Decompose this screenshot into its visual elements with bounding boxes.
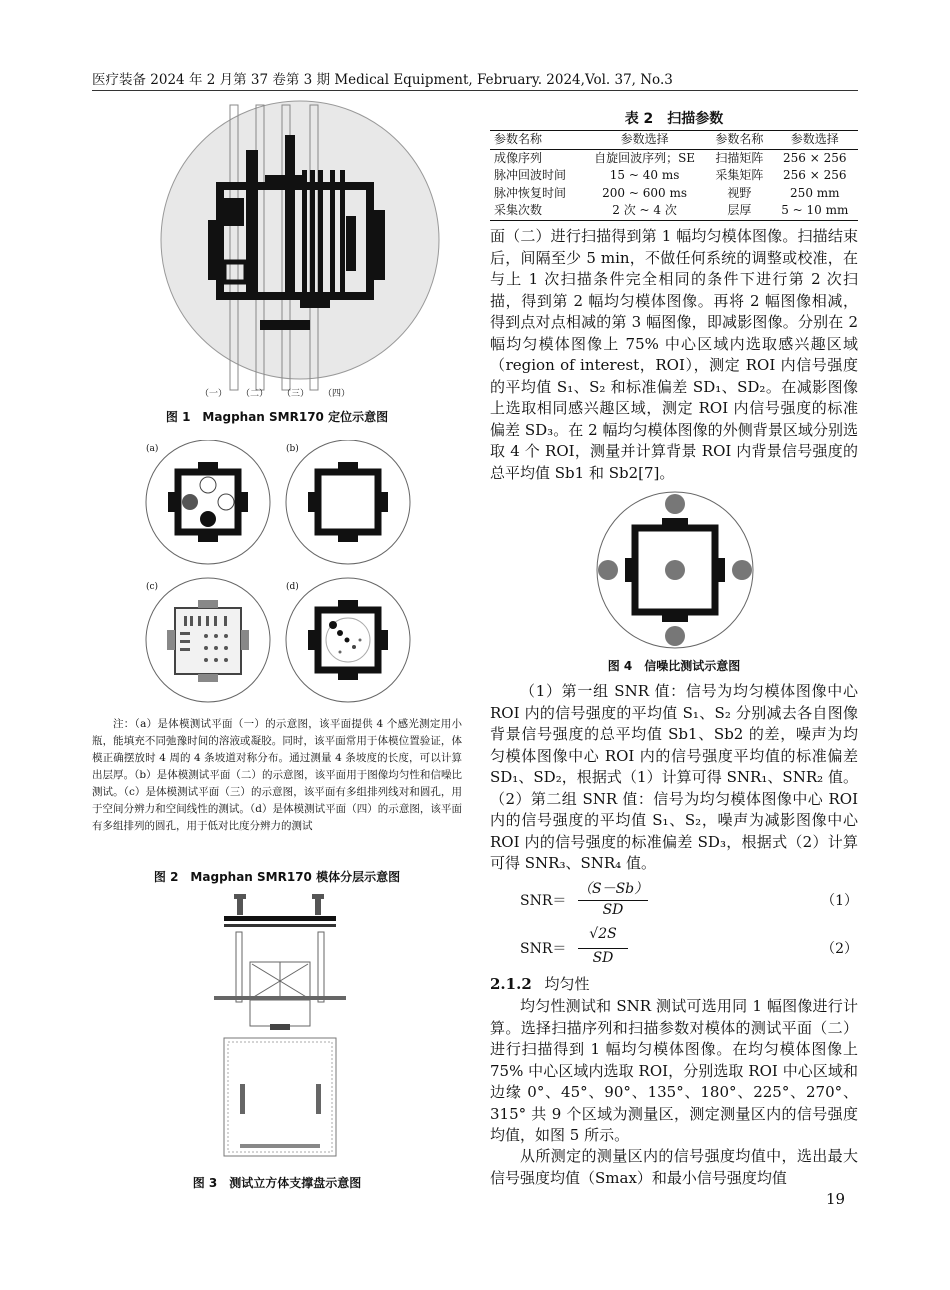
table-cell: 视野 — [727, 185, 752, 200]
table-cell: 采集次数 — [490, 202, 582, 220]
table-cell: 250 mm — [790, 185, 840, 200]
body-paragraph-4: 从所测定的测量区内的信号强度均值中，选出最大信号强度均值（Smax）和最小信号强度均值 — [490, 1147, 858, 1187]
table-cell: 5 ~ 10 mm — [772, 202, 858, 220]
section-title: 均匀性 — [544, 975, 590, 993]
fraction-bar — [578, 900, 648, 901]
table-cell: 采集矩阵 — [715, 168, 764, 182]
table-header: 参数选择 — [582, 131, 707, 150]
figure2-caption: 图 2 Magphan SMR170 模体分层示意图 — [153, 870, 401, 884]
table-cell: 256 × 256 — [783, 168, 847, 182]
scan-label-3: （三） — [281, 389, 309, 399]
table-cell: 成像序列 — [494, 150, 543, 165]
equation-1 — [520, 878, 858, 922]
table-cell: 脉冲恢复时间 — [494, 185, 567, 200]
equation-1-lhs: SNR＝ — [520, 893, 567, 909]
figure2-panels — [140, 440, 415, 705]
equation-1-number: （1） — [821, 893, 858, 909]
equation-2-numerator: √2S — [589, 926, 617, 942]
panel-label-d: (d) — [286, 582, 299, 592]
table-cell: 扫描矩阵 — [715, 150, 764, 165]
table-row — [490, 185, 858, 203]
scan-label-1: （一） — [200, 389, 228, 399]
panel-label-b: (b) — [286, 444, 299, 454]
fraction-bar — [578, 948, 628, 949]
figure3-caption: 图 3 测试立方体支撑盘示意图 — [192, 1176, 362, 1190]
equation-2-lhs: SNR＝ — [520, 941, 567, 957]
body-paragraph-2: （1）第一组 SNR 值：信号为均匀模体图像中心 ROI 内的信号强度的平均值 S₁、S₂ 分别减去各自图像背景信号强度的总平均值 Sb1、Sb2 的差，噪声为均匀模体图像中心 ROI 内的信号强度平均值的标准偏差 SD₁、SD₂，根据式（1）计算可得 SNR₁、SNR₂ 值。（2）第二组 SNR 值：信号为均匀模体图像中心 ROI 内的信号强度的平均值 S₁、S₂，噪声为减影图像中心 ROI 内的信号强度的标准偏差 SD₃，根据式（2）计算可得 SNR₃、SNR₄ 值。 — [490, 682, 858, 872]
equation-1-denominator: SD — [602, 902, 624, 918]
table-cell: 15 ~ 40 ms — [609, 168, 680, 182]
body-paragraph-3: 均匀性测试和 SNR 测试可选用同 1 幅图像进行计算。选择扫描序列和扫描参数对模体的测试平面（二）进行扫描得到 1 幅均匀模体图像。在均匀模体图像上 75% 中心区域内选取 ROI，分别选取 ROI 中心区域和边缘 0°、45°、90°、135°、180°、225°、270°、315° 共 9 个区域为测量区，测定测量区内的信号强度均值，如图 5 所示。 — [490, 997, 858, 1144]
table-row — [490, 149, 858, 167]
table-cell: 2 次 ~ 4 次 — [582, 202, 707, 220]
body-paragraph-1: 面（二）进行扫描得到第 1 幅均匀模体图像。扫描结束后，间隔至少 5 min，不做任何系统的调整或校准，在与上 1 次扫描条件完全相同的条件下进行第 2 次扫描，得到第 2 幅均匀模体图像。再将 2 幅图像相减，得到点对点相减的第 3 幅图像，即减影图像。分别在 2 幅均匀模体图像上 75% 中心区域内选取感兴趣区域（region of interest，ROI），测定 ROI 内信号强度的平均值 S₁、S₂ 和标准偏差 SD₁、SD₂。在减影图像上选取相同感兴趣区域，测定 ROI 内信号强度的标准偏差 SD₃。在 2 幅均匀模体图像的外侧背景区域分别选取 4 个 ROI，测量并计算背景 ROI 内背景信号强度的总平均值 Sb1 和 Sb2[7]。 — [490, 227, 858, 482]
section-number: 2.1.2 — [490, 975, 532, 993]
table-cell: 200 ~ 600 ms — [602, 185, 687, 200]
page-number: 19 — [826, 1190, 846, 1208]
table-cell: 自旋回波序列；SE — [594, 150, 696, 165]
figure3-diagram — [210, 892, 350, 1164]
panel-label-c: (c) — [146, 582, 159, 592]
section-heading — [490, 974, 858, 996]
panel-label-a: (a) — [146, 444, 159, 454]
table-cell: 256 × 256 — [783, 150, 847, 165]
table-row — [490, 167, 858, 185]
running-header: 医疗装备 2024 年 2 月第 37 卷第 3 期 Medical Equipment, February. 2024,Vol. 37, No.3 — [92, 72, 673, 88]
figure4-diagram — [590, 490, 760, 650]
equation-1-numerator: （S－Sb） — [578, 881, 649, 897]
table-cell: 层厚 — [707, 202, 771, 220]
table-header: 参数选择 — [772, 131, 858, 150]
equation-2-denominator: SD — [592, 950, 614, 966]
figure2-note: 注：（a）是体模测试平面（一）的示意图，该平面提供 4 个感光测定用小瓶，能填充不同弛豫时间的溶液或凝胶。同时，该平面常用于体模位置验证，体模正确摆放时 4 周的 4 条坡道对称分布。通过测量 4 条坡度的长度，可以计算出层厚。（b）是体模测试平面（二）的示意图，该平面用于图像均匀性和信噪比测试。（c）是体模测试平面（三）的示意图，该平面有多组排列线对和圆孔，用于空间分辨力和空间线性的测试。（d）是体模测试平面（四）的示意图，该平面有多组排列的圆孔，用于低对比度分辨力的测试 — [92, 718, 462, 832]
equation-2 — [520, 926, 858, 970]
table2-title: 表 2 扫描参数 — [624, 111, 724, 127]
header-rule — [92, 90, 858, 91]
equation-2-number: （2） — [821, 941, 858, 957]
figure1-caption: 图 1 Magphan SMR170 定位示意图 — [165, 410, 389, 424]
scan-label-4: （四） — [322, 389, 350, 399]
table-cell: 脉冲回波时间 — [494, 168, 567, 182]
table2 — [490, 130, 858, 221]
figure1-diagram — [150, 100, 450, 400]
scan-label-2: （二） — [240, 389, 268, 399]
table-header: 参数名称 — [707, 131, 771, 150]
table-header: 参数名称 — [490, 131, 582, 150]
table-row — [490, 202, 858, 220]
figure1-scan-labels — [200, 386, 350, 399]
figure4-caption: 图 4 信噪比测试示意图 — [607, 659, 741, 673]
